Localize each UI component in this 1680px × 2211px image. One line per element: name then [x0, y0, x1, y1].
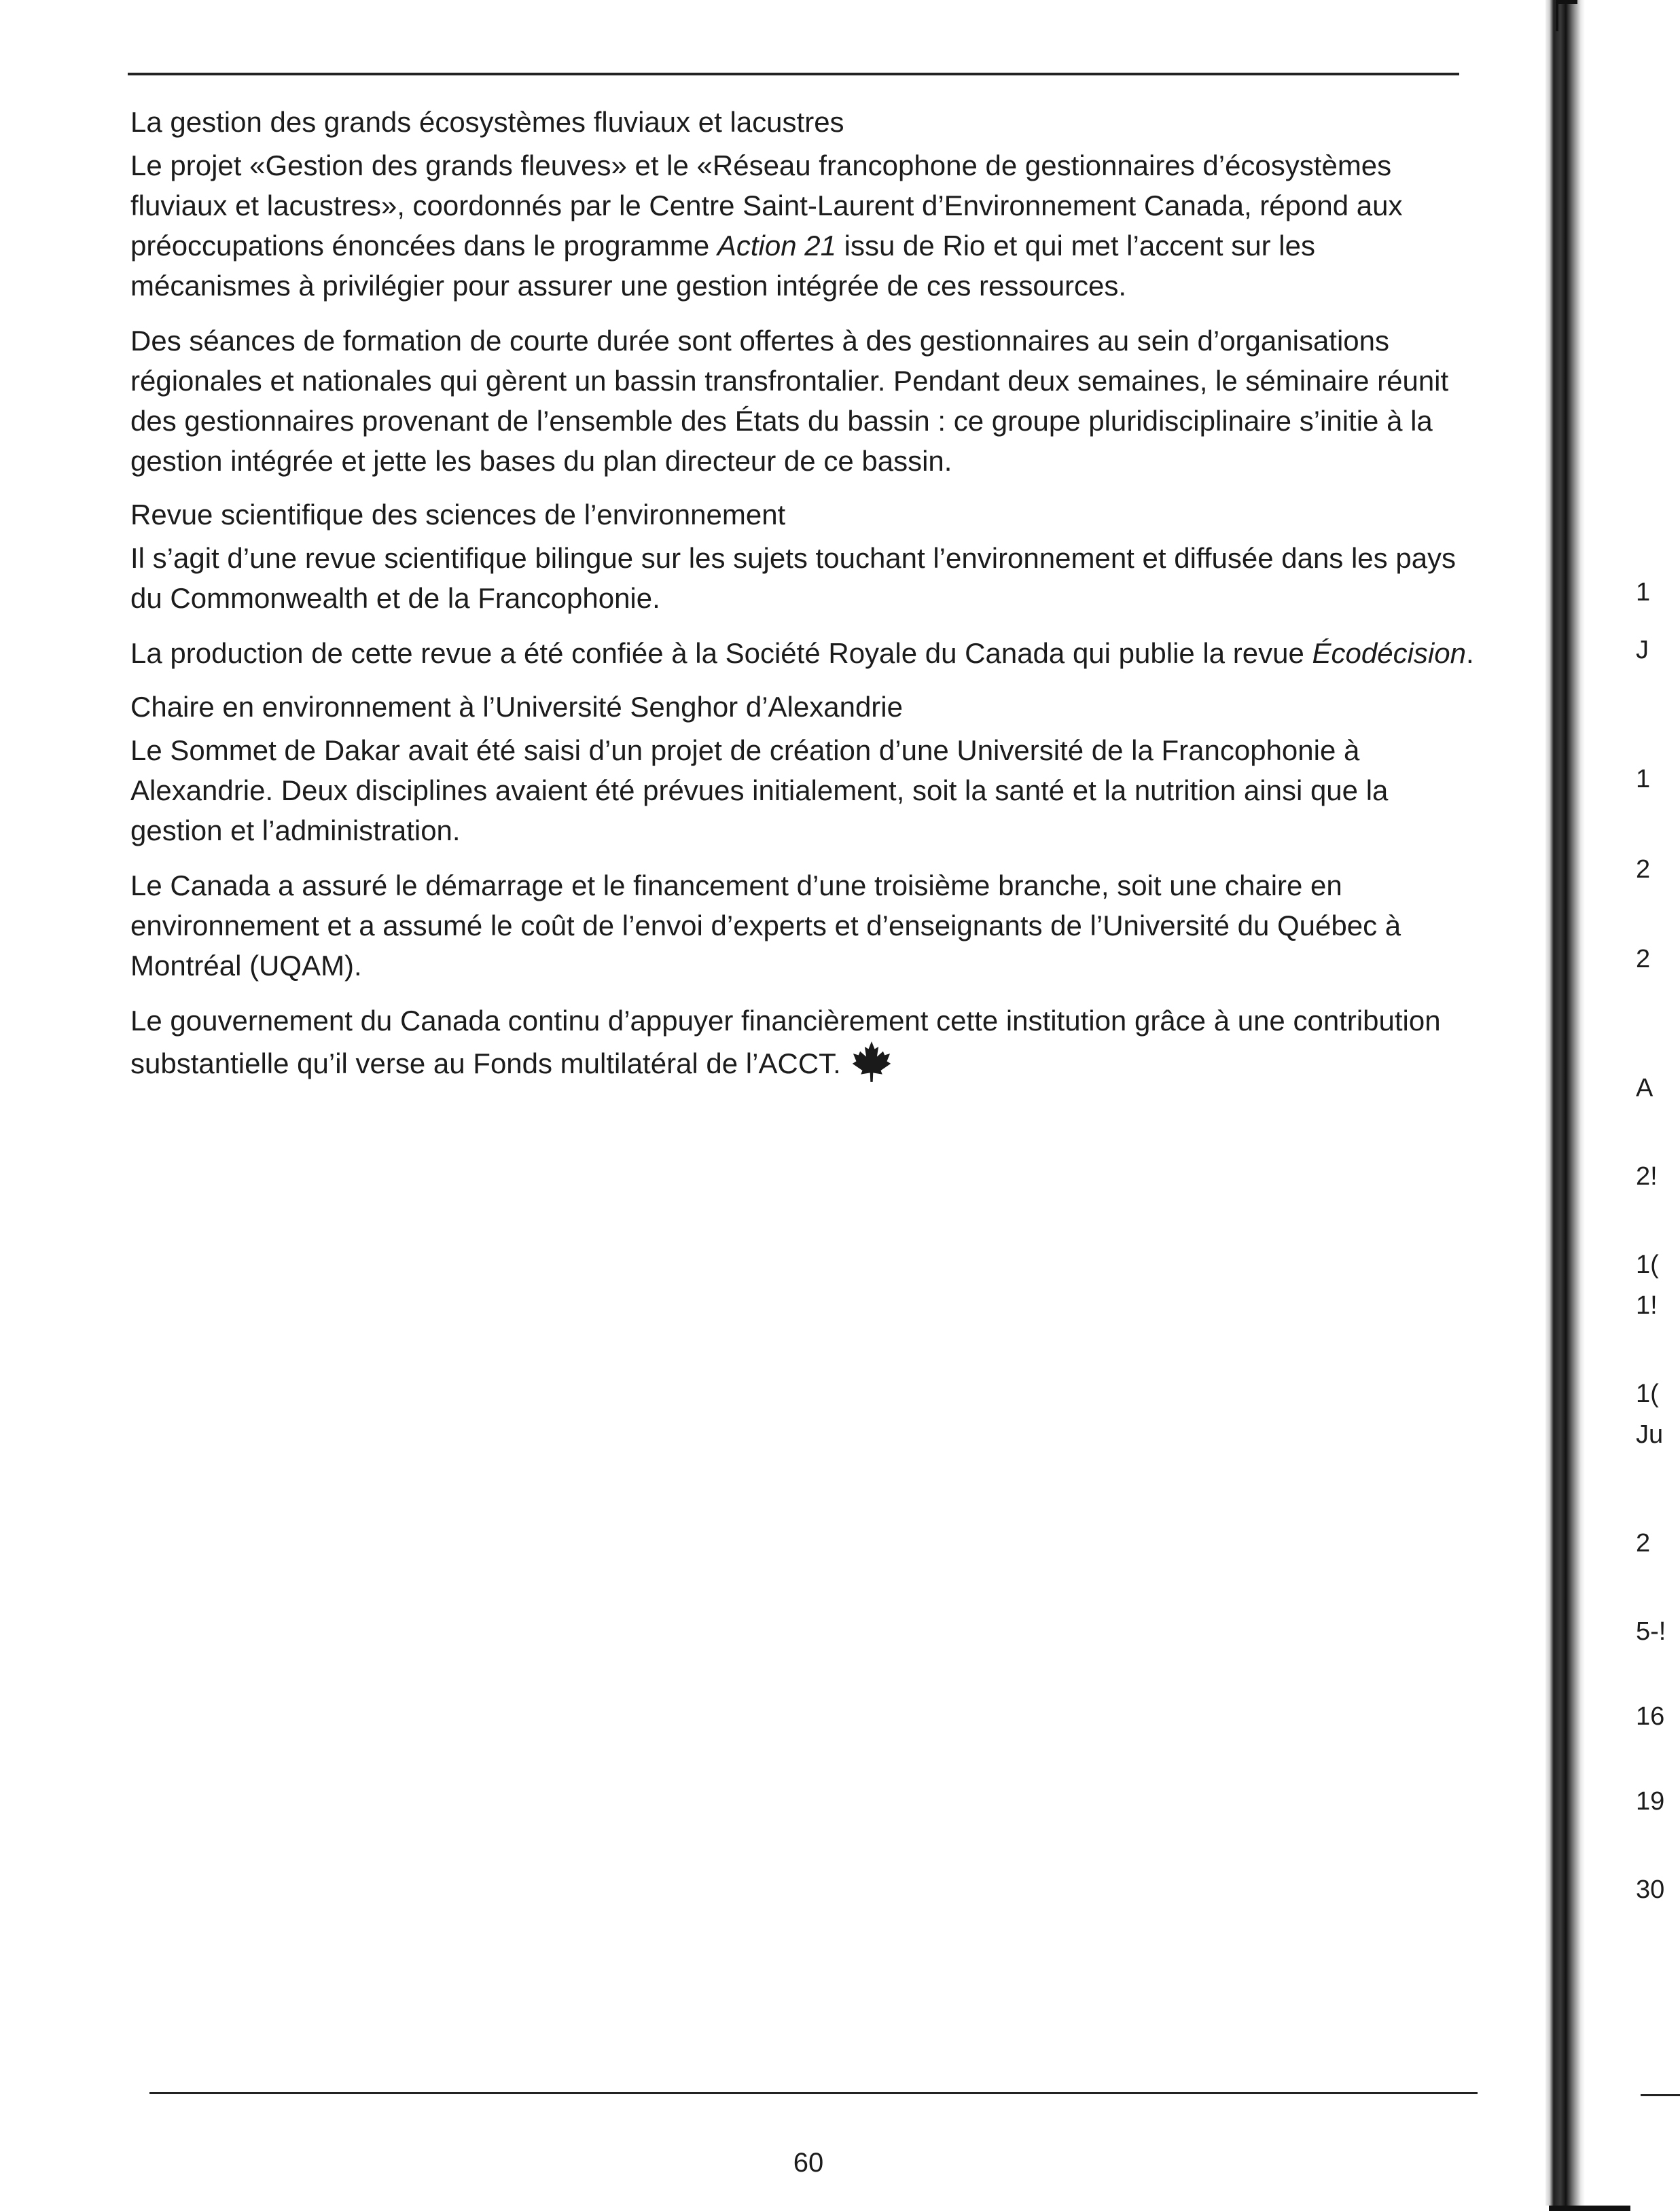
paragraph-text: Le gouvernement du Canada continu d’appuyer financièrement cette institution grâce à une contribution substantielle qu’il verse au Fonds multilatéral de l’ACCT.: [130, 1005, 1441, 1079]
adjacent-page-rule: [1641, 2094, 1680, 2096]
paragraph: [130, 321, 1482, 481]
paragraph-text: Des séances de formation de courte durée sont offertes à des gestionnaires au sein d’organisations régionales et nationales qui gèrent un bassin transfrontalier. Pendant deux semaines, le séminaire réunit des gestionnaires provenant de l’ensemble des États du bassin : ce groupe pluridisciplinaire s’initie à la gestion intégrée et jette les bases du plan directeur de ce bassin.: [130, 325, 1449, 477]
journal-name: Écodécision: [1312, 637, 1466, 669]
paragraph: [130, 633, 1482, 673]
header-rule: [128, 73, 1459, 75]
page-number: 60: [793, 2148, 824, 2178]
adjacent-fragment: 1(: [1636, 1251, 1659, 1279]
program-name: Action 21: [717, 230, 836, 262]
adjacent-fragment: 1: [1636, 765, 1651, 793]
adjacent-fragment: 2: [1636, 945, 1651, 973]
paragraph-text: .: [1465, 637, 1474, 669]
paragraph-text: Le Canada a assuré le démarrage et le financement d’une troisième branche, soit une chaire en environnement et a assumé le coût de l’envoi d’experts et d’enseignants de l’Université du Québec à Montréal (UQAM).: [130, 869, 1401, 982]
adjacent-fragment: 2!: [1636, 1162, 1658, 1191]
adjacent-fragment: 19: [1636, 1787, 1665, 1816]
paragraph-text: La production de cette revue a été confiée à la Société Royale du Canada qui publie la revue: [130, 637, 1312, 669]
adjacent-fragment: 2: [1636, 1529, 1651, 1558]
section-grands-ecosystemes: [130, 103, 1482, 481]
adjacent-fragment: 30: [1636, 1875, 1665, 1904]
section-title: Chaire en environnement à l’Université Senghor d’Alexandrie: [130, 691, 903, 723]
paragraph: [130, 1001, 1482, 1083]
paragraph: [130, 865, 1482, 986]
section-revue-scientifique: [130, 496, 1482, 673]
section-chaire-senghor: [130, 688, 1482, 1083]
adjacent-fragment: 1: [1636, 578, 1651, 607]
adjacent-fragment: A: [1636, 1074, 1654, 1102]
paragraph-text: issu de Rio et qui met l’accent sur les mécanismes à privilégier pour assurer une gestion intégrée de ces ressources.: [130, 230, 1315, 302]
binding-bottom-edge: [1549, 2160, 1630, 2211]
section-title: La gestion des grands écosystèmes fluviaux et lacustres: [130, 106, 844, 138]
paragraph-text: Le projet «Gestion des grands fleuves» et le «Réseau francophone de gestionnaires d’écosystèmes fluviaux et lacustres», coordonnés par le Centre Saint-Laurent d’Environnement Canada, répond aux préoccupations énoncées dans le programme: [130, 149, 1403, 262]
adjacent-fragment: J: [1636, 636, 1649, 664]
adjacent-fragment: Ju: [1636, 1420, 1664, 1449]
page-body: [130, 103, 1482, 1098]
section-title: Revue scientifique des sciences de l’environnement: [130, 499, 786, 531]
adjacent-page-fragment: [1636, 0, 1680, 2206]
maple-leaf-icon: [852, 1041, 891, 1083]
adjacent-fragment: 1(: [1636, 1380, 1659, 1408]
paragraph-text: Il s’agit d’une revue scientifique bilingue sur les sujets touchant l’environnement et diffusée dans les pays du Commonwealth et de la Francophonie.: [130, 542, 1456, 614]
adjacent-fragment: 2: [1636, 855, 1651, 884]
paragraph: [130, 145, 1482, 306]
book-binding: [1545, 0, 1585, 2206]
binding-top-edge: [1556, 0, 1577, 31]
adjacent-fragment: 1!: [1636, 1291, 1658, 1320]
footer-rule: [149, 2092, 1478, 2094]
paragraph: [130, 730, 1482, 850]
paragraph: [130, 538, 1482, 618]
paragraph-text: Le Sommet de Dakar avait été saisi d’un projet de création d’une Université de la Francophonie à Alexandrie. Deux disciplines avaient été prévues initialement, soit la santé et la nutrition ainsi que la gestion et l’administration.: [130, 734, 1389, 846]
adjacent-fragment: 5-!: [1636, 1617, 1666, 1646]
adjacent-fragment: 16: [1636, 1702, 1665, 1731]
